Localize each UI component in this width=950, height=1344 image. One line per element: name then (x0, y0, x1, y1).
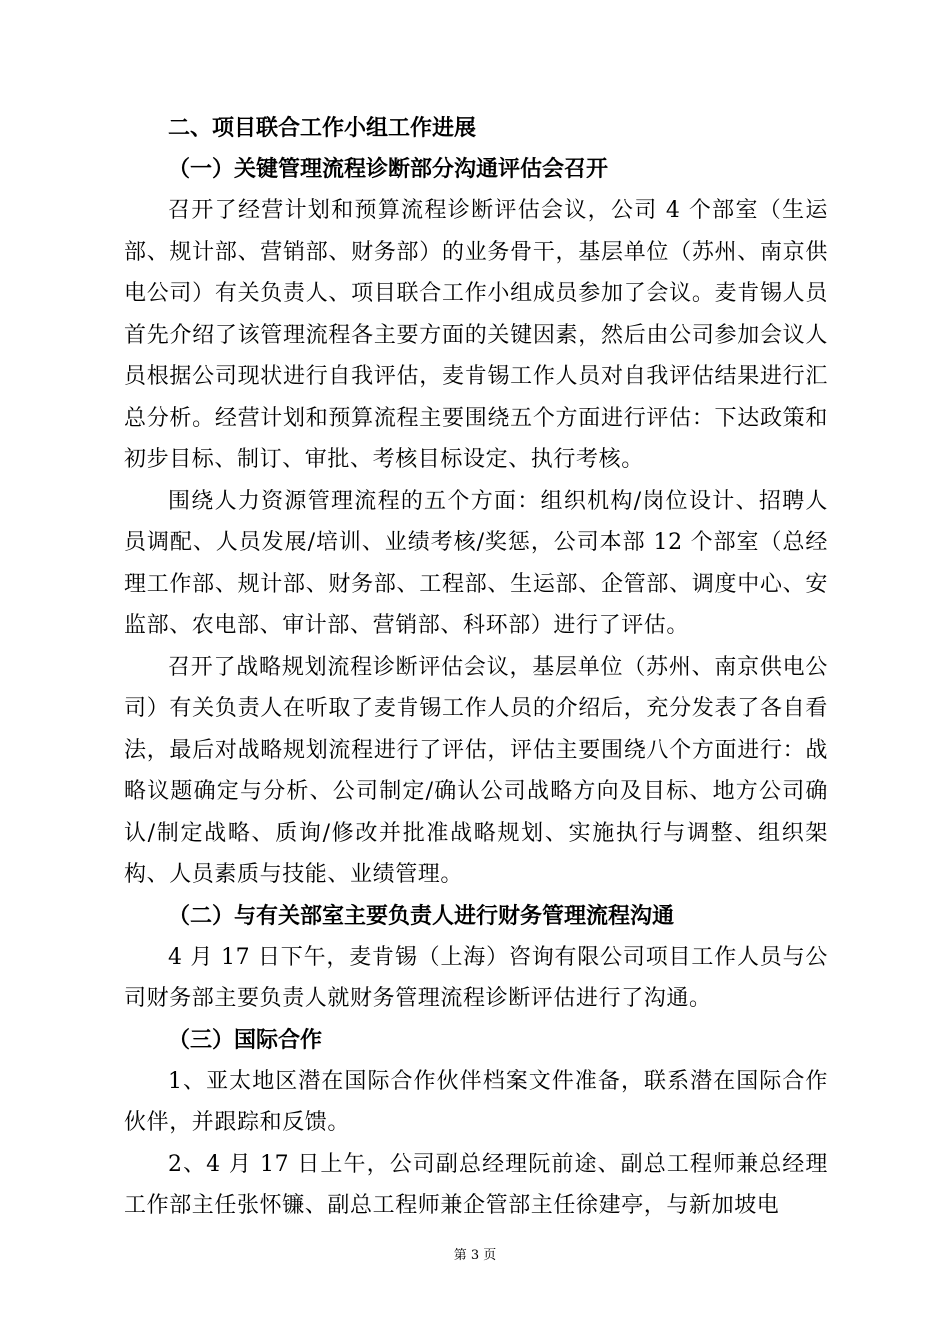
page-number: 第 3 页 (453, 1248, 497, 1263)
section-heading: 二、项目联合工作小组工作进展 (168, 116, 477, 141)
list-item-cooperation-2: 2、4 月 17 日上午，公司副总经理阮前途、副总工程师兼总经理工作部主任张怀镰、副总工程师兼企管部主任徐建亭，与新加坡电 (124, 1151, 828, 1218)
subsection-heading-1: （一）关键管理流程诊断部分沟通评估会召开 (168, 157, 609, 182)
paragraph-hr-process: 围绕人力资源管理流程的五个方面：组织机构/岗位设计、招聘人员调配、人员发展/培训、业绩考核/奖惩，公司本部 12 个部室（总经理工作部、规计部、财务部、工程部、生运部、企管部、调度中心、安监部、农电部、审计部、营销部、科环部）进行了评估。 (124, 488, 828, 638)
paragraph-finance-communication: 4 月 17 日下午，麦肯锡（上海）咨询有限公司项目工作人员与公司财务部主要负责人就财务管理流程诊断评估进行了沟通。 (124, 944, 828, 1011)
list-item-cooperation-1: 1、亚太地区潜在国际合作伙伴档案文件准备，联系潜在国际合作伙伴，并跟踪和反馈。 (124, 1068, 828, 1135)
paragraph-planning-budget: 召开了经营计划和预算流程诊断评估会议，公司 4 个部室（生运部、规计部、营销部、财务部）的业务骨干，基层单位（苏州、南京供电公司）有关负责人、项目联合工作小组成员参加了会议。麦肯锡人员首先介绍了该管理流程各主要方面的关键因素，然后由公司参加会议人员根据公司现状进行自我评估，麦肯锡工作人员对自我评估结果进行汇总分析。经营计划和预算流程主要围绕五个方面进行评估：下达政策和初步目标、制订、审批、考核目标设定、执行考核。 (124, 198, 828, 472)
document-body (124, 108, 828, 1227)
paragraph-strategy-process: 召开了战略规划流程诊断评估会议，基层单位（苏州、南京供电公司）有关负责人在听取了麦肯锡工作人员的介绍后，充分发表了各自看法，最后对战略规划流程进行了评估，评估主要围绕八个方面进行：战略议题确定与分析、公司制定/确认公司战略方向及目标、地方公司确认/制定战略、质询/修改并批准战略规划、实施执行与调整、组织架构、人员素质与技能、业绩管理。 (124, 654, 828, 887)
subsection-heading-3: （三）国际合作 (168, 1027, 323, 1053)
subsection-heading-2: （二）与有关部室主要负责人进行财务管理流程沟通 (168, 903, 675, 929)
